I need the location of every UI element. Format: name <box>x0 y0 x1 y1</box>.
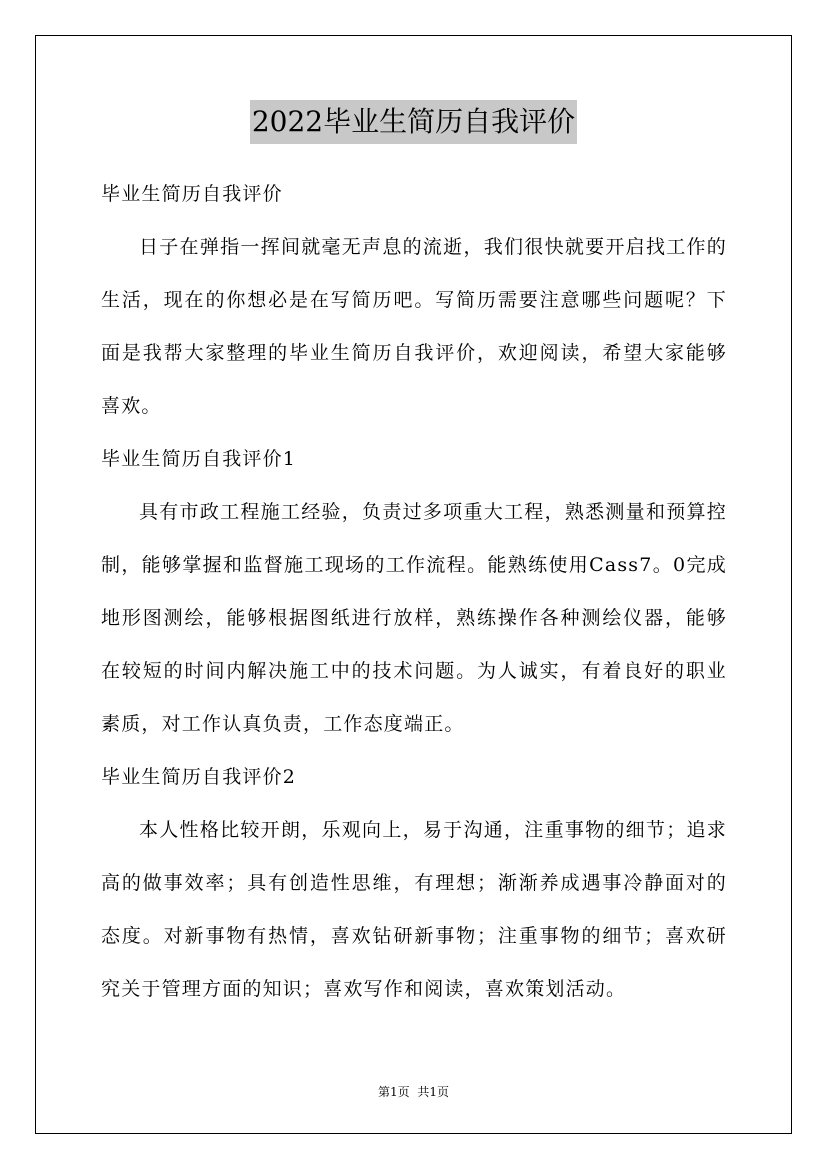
section-paragraph-2: 本人性格比较开朗，乐观向上，易于沟通，注重事物的细节；追求高的做事效率；具有创造性思维，有理想；渐渐养成遇事冷静面对的态度。对新事物有热情，喜欢钻研新事物；注重事物的细节；喜欢研究关于管理方面的知识；喜欢写作和阅读，喜欢策划活动。 <box>101 819 727 1000</box>
section-paragraph-1: 具有市政工程施工经验，负责过多项重大工程，熟悉测量和预算控制，能够掌握和监督施工现场的工作流程。能熟练使用Cass7。0完成地形图测绘，能够根据图纸进行放样，熟练操作各种测绘仪器，能够在较短的时间内解决施工中的技术问题。为人诚实，有着良好的职业素质，对工作认真负责，工作态度端正。 <box>101 501 727 735</box>
section-paragraph-intro: 日子在弹指一挥间就毫无声息的流逝，我们很快就要开启找工作的生活，现在的你想必是在写简历吧。写简历需要注意哪些问题呢？下面是我帮大家整理的毕业生简历自我评价，欢迎阅读，希望大家能够喜欢。 <box>101 236 727 417</box>
document-body <box>101 168 727 1016</box>
section-heading-intro: 毕业生简历自我评价 <box>101 183 283 205</box>
section-heading-1: 毕业生简历自我评价1 <box>101 448 297 470</box>
page-footer <box>0 1083 827 1101</box>
title-container <box>0 100 827 144</box>
page-number-current: 第1页 <box>378 1085 410 1099</box>
document-title: 2022毕业生简历自我评价 <box>250 100 577 144</box>
section-heading-2: 毕业生简历自我评价2 <box>101 766 297 788</box>
page-number-total: 共1页 <box>417 1085 449 1099</box>
